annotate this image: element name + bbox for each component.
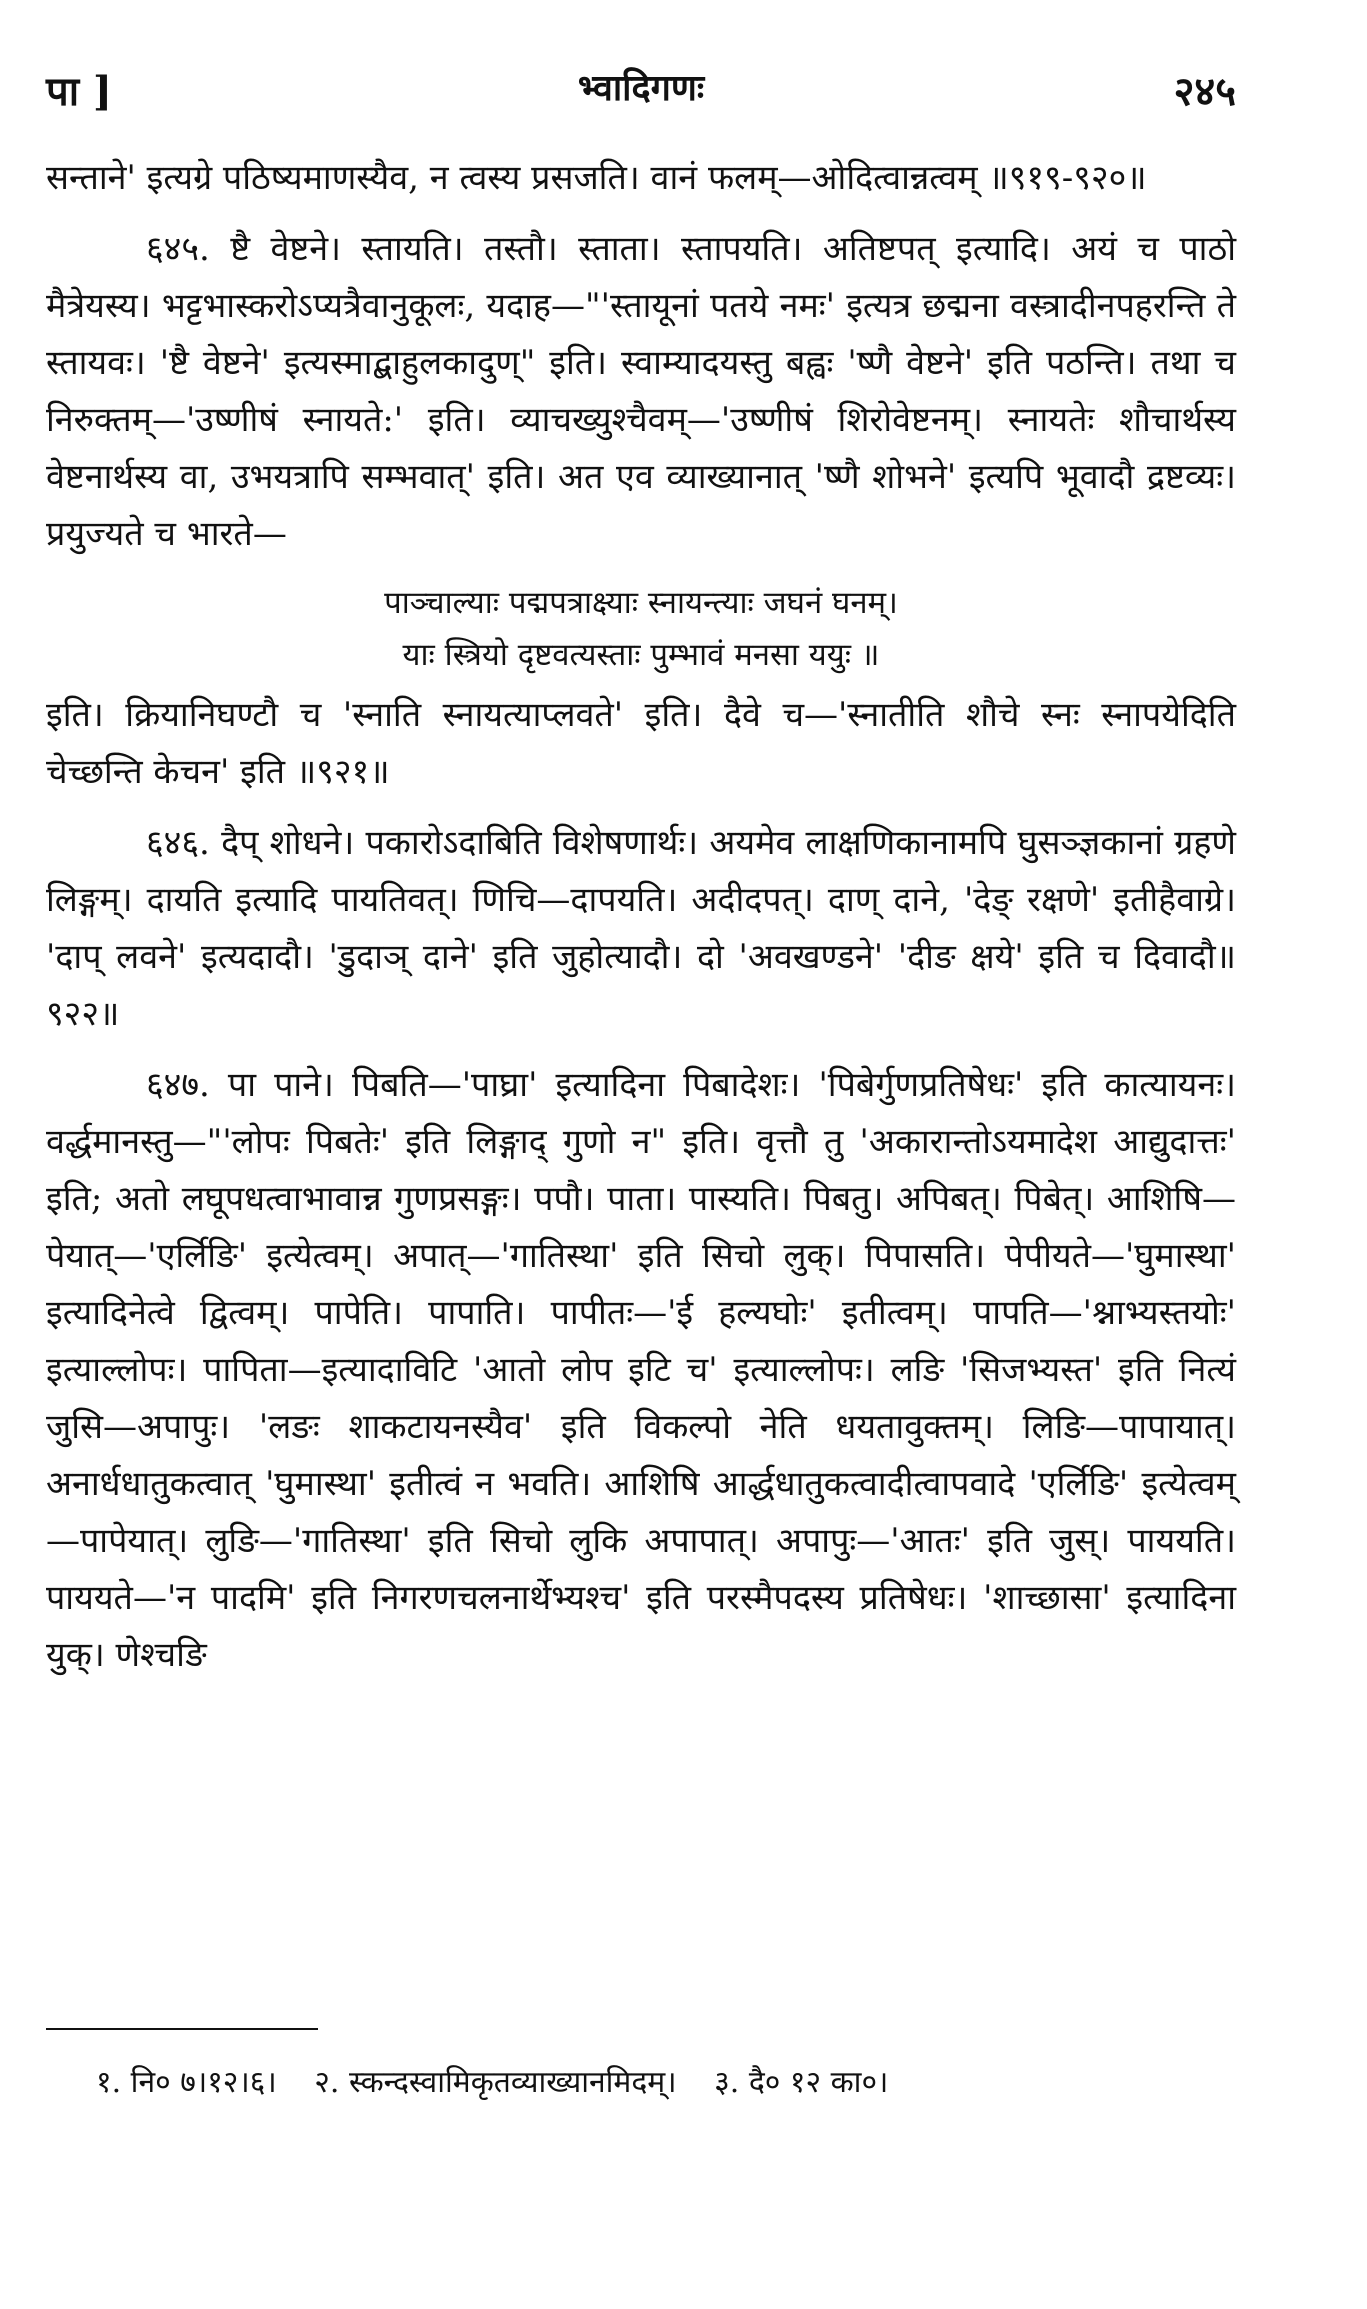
paragraph-after-verse: इति। क्रियानिघण्टौ च 'स्नाति स्नायत्याप्लवते' इति। दैवे च—'स्नातीति शौचे स्नः स्नापयेदिति चेच्छन्ति केचन' इति ॥९२१॥	[46, 695, 1236, 792]
running-title: भ्वादिगणः	[577, 67, 705, 109]
paragraph-continuation: सन्ताने' इत्यग्रे पठिष्यमाणस्यैव, न त्वस्य प्रसजति। वानं फलम्—ओदित्वान्नत्वम् ॥९१९-९२०॥	[46, 158, 1147, 198]
quoted-verse	[46, 577, 1236, 681]
section-marker: पा ]	[46, 68, 112, 115]
footnote-3: ३. दै० १२ का०।	[714, 2065, 889, 2100]
verse-line: याः स्त्रियो दृष्टवत्यस्ताः पुम्भावं मनसा ययुः ॥	[402, 637, 880, 673]
footnotes	[96, 2060, 1236, 2106]
footnote-1: १. नि० ७।१२।६।	[96, 2065, 277, 2100]
main-text	[46, 150, 1236, 1698]
footnote-2: २. स्कन्दस्वामिकृतव्याख्यानमिदम्।	[314, 2065, 677, 2100]
paragraph-646: ६४६. दैप् शोधने। पकारोऽदाबिति विशेषणार्थः। अयमेव लाक्षणिकानामपि घुसञ्ज्ञकानां ग्रहणे लिङ्गम्। दायति इत्यादि पायतिवत्। णिचि—दापयति। अदीदपत्। दाण् दाने, 'देङ् रक्षणे' इतीहैवाग्रे। 'दाप् लवने' इत्यदादौ। 'डुदाञ् दाने' इति जुहोत्यादौ। दो 'अवखण्डने' 'दीङ क्षये' इति च दिवादौ॥ ९२२॥	[46, 823, 1236, 1034]
paragraph-645: ६४५. ष्टै वेष्टने। स्तायति। तस्तौ। स्ताता। स्तापयति। अतिष्टपत् इत्यादि। अयं च पाठो मैत्रेयस्य। भट्टभास्करोऽप्यत्रैवानुकूलः, यदाह—"'स्तायूनां पतये नमः' इत्यत्र छद्मना वस्त्रादीनपहरन्ति ते स्तायवः। 'ष्टै वेष्टने' इत्यस्माद्बाहुलकादुण्" इति। स्वाम्यादयस्तु बह्वः 'ष्णै वेष्टने' इति पठन्ति। तथा च निरुक्तम्—'उष्णीषं स्नायते:' इति। व्याचख्युश्चैवम्—'उष्णीषं शिरोवेष्टनम्। स्नायतेः शौचार्थस्य वेष्टनार्थस्य वा, उभयत्रापि सम्भवात्' इति। अत एव व्याख्यानात् 'ष्णै शोभने' इत्यपि भूवादौ द्रष्टव्यः। प्रयुज्यते च भारते—	[46, 229, 1236, 554]
running-header	[46, 62, 1236, 114]
paragraph-647: ६४७. पा पाने। पिबति—'पाघ्रा' इत्यादिना पिबादेशः। 'पिबेर्गुणप्रतिषेधः' इति कात्यायनः। वर्द्धमानस्तु—"'लोपः पिबतेः' इति लिङ्गाद् गुणो न" इति। वृत्तौ तु 'अकारान्तोऽयमादेश आद्युदात्तः' इति; अतो लघूपधत्वाभावान्न गुणप्रसङ्गः। पपौ। पाता। पास्यति। पिबतु। अपिबत्। पिबेत्। आशिषि—पेयात्—'एर्लिङि' इत्येत्वम्। अपात्—'गातिस्था' इति सिचो लुक्। पिपासति। पेपीयते—'घुमास्था' इत्यादिनेत्वे द्वित्वम्। पापेति। पापाति। पापीतः—'ई हल्यघोः' इतीत्वम्। पापति—'श्नाभ्यस्तयोः' इत्याल्लोपः। पापिता—इत्यादाविटि 'आतो लोप इटि च' इत्याल्लोपः। लङि 'सिजभ्यस्त' इति नित्यं जुसि—अपापुः। 'लङः शाकटायनस्यैव' इति विकल्पो नेति धयतावुक्तम्। लिङि—पापायात्। अनार्धधातुकत्वात् 'घुमास्था' इतीत्वं न भवति। आशिषि आर्द्धधातुकत्वादीत्वापवादे 'एर्लिङि' इत्येत्वम्—पापेयात्। लुङि—'गातिस्था' इति सिचो लुकि अपापात्। अपापुः—'आतः' इति जुस्। पाययति। पाययते—'न पादमि' इति निगरणचलनार्थेभ्यश्च' इति परस्मैपदस्य प्रतिषेधः। 'शाच्छासा' इत्यादिना युक्। णेश्चङि	[46, 1065, 1236, 1675]
verse-line: पाञ्चाल्याः पद्मपत्राक्ष्याः स्नायन्त्याः जघनं घनम्।	[384, 585, 898, 621]
footnote-divider	[46, 2028, 318, 2030]
page-number: २४५	[1173, 68, 1236, 115]
